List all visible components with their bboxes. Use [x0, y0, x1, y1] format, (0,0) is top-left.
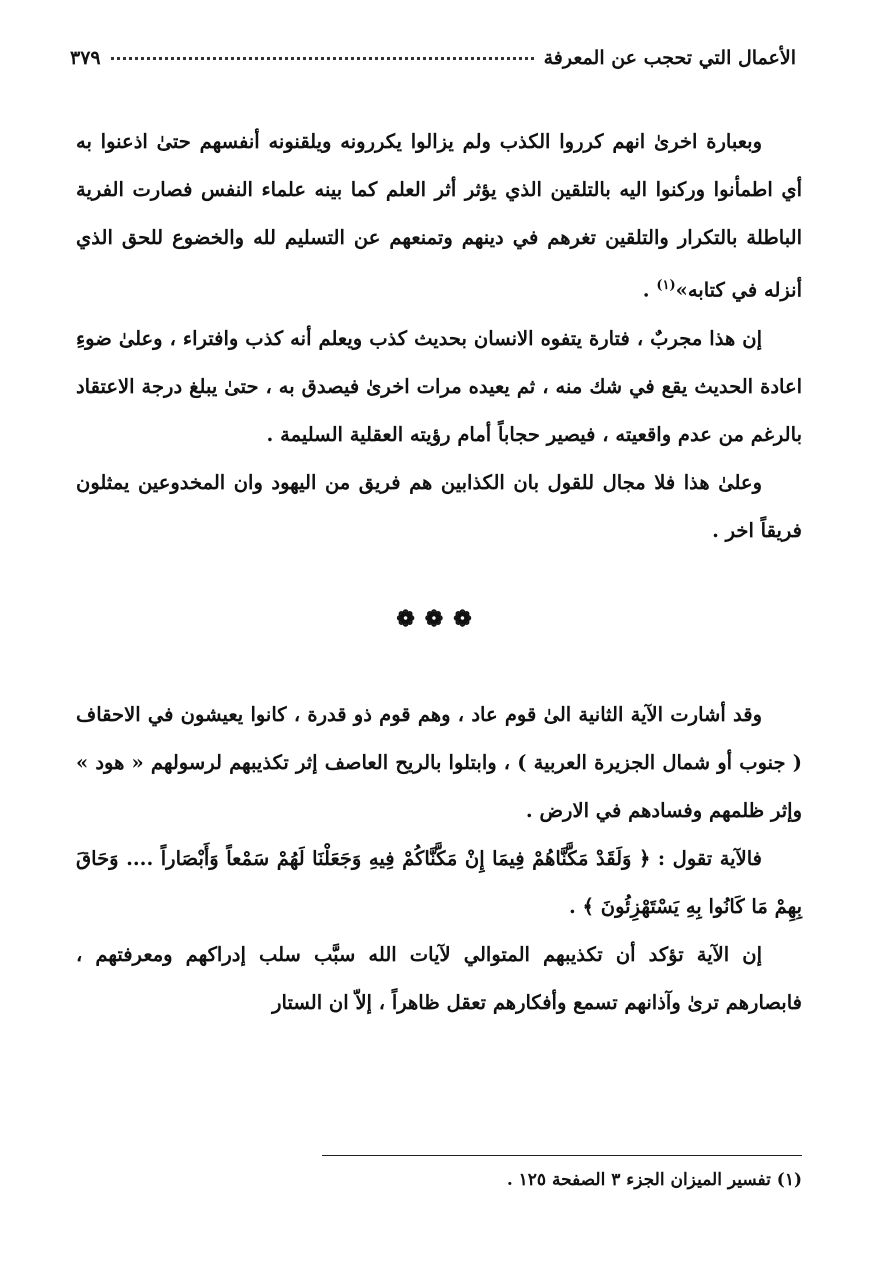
- body-text: [76, 118, 802, 1027]
- page-header: [70, 38, 796, 78]
- footnote: (١) تفسير الميزان الجزء ٣ الصفحة ١٢٥ .: [506, 1170, 802, 1190]
- paragraph-2: إن هذا مجربٌ ، فتارة يتفوه الانسان بحديث كذب ويعلم أنه كذب وافتراء ، وعلىٰ ضوءِ اعادة الحديث يقع في شك منه ، ثم يعيده مرات اخرىٰ فيصدق به ، حتىٰ يبلغ درجة الاعتقاد بالرغم من عدم واقعيته ، فيصير حجاباً أمام رؤيته العقلية السليمة .: [76, 326, 802, 446]
- footnote-ref: (١): [656, 278, 676, 293]
- verse-paragraph: فالآية تقول : ﴿ وَلَقَدْ مَكَّنَّاهُمْ فِيمَا إِنْ مَكَّنَّاكُمْ فِيهِ وَجَعَلْنَا لَهُمْ سَمْعاً وَأَبْصَاراً .... وَحَاقَ بِهِمْ مَا كَانُوا بِهِ يَسْتَهْزِئُونَ ﴾ .: [76, 846, 802, 918]
- paragraph-4: وقد أشارت الآية الثانية الىٰ قوم عاد ، وهم قوم ذو قدرة ، كانوا يعيشون في الاحقاف ( جنوب أو شمال الجزيرة العربية ) ، وابتلوا بالريح العاصف إثر تكذيبهم لرسولهم « هود » وإثر ظلمهم وفسادهم في الارض .: [76, 702, 802, 822]
- paragraph-5: إن الآية تؤكد أن تكذيبهم المتوالي لآيات الله سبَّب سلب إدراكهم ومعرفتهم ، فابصارهم ترىٰ وآذانهم تسمع وأفكارهم تعقل ظاهراً ، إلاّ ان الستار: [76, 942, 802, 1014]
- quran-verse: ﴿ وَلَقَدْ مَكَّنَّاهُمْ فِيمَا إِنْ مَكَّنَّاكُمْ فِيهِ وَجَعَلْنَا لَهُمْ سَمْعاً وَأَبْصَاراً .... وَحَاقَ بِهِمْ مَا كَانُوا بِهِ يَسْتَهْزِئُونَ ﴾: [76, 846, 802, 918]
- section-ornament: ❁❁❁: [396, 605, 482, 632]
- footnote-divider: [322, 1155, 802, 1156]
- page-number: ٣٧٩: [70, 47, 101, 69]
- paragraph-3: وعلىٰ هذا فلا مجال للقول بان الكذابين هم فريق من اليهود وان المخدوعين يمثلون فريقاً اخر .: [76, 470, 802, 542]
- paragraph-1: وبعبارة اخرىٰ انهم كرروا الكذب ولم يزالوا يكررونه ويلقنونه أنفسهم حتىٰ اذعنوا به أي اطمأنوا وركنوا اليه بالتلقين الذي يؤثر أثر العلم كما بينه علماء النفس فصارت الفرية الباطلة بالتكرار والتلقين تغرهم في دينهم وتمنعهم عن التسليم لله والخضوع للحق الذي أنزله في كتابه»$^{(١)}$ .: [76, 130, 802, 302]
- running-title: الأعمال التي تحجب عن المعرفة: [543, 47, 796, 69]
- verse-intro: فالآية تقول :: [650, 846, 762, 870]
- dotted-leader: [111, 57, 534, 60]
